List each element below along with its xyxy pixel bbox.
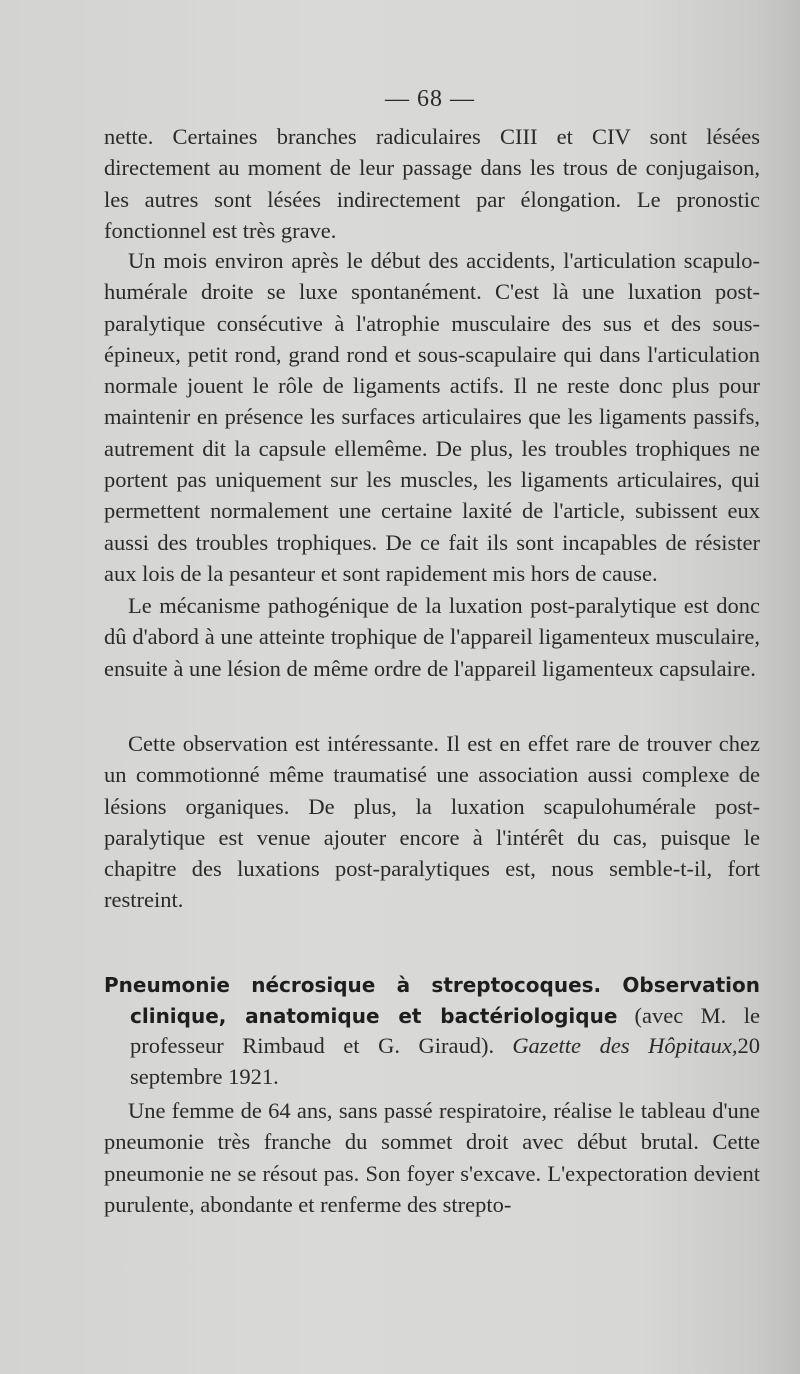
paragraph-1: nette. Certaines branches radiculaires CIII et CIV sont lésées directement au moment de leur passage dans les trous de conjugaison, les autres sont lésées indirectement par élongation. Le pronostic fonctionnel est très grave. [104,124,760,243]
heading-journal: Gazette des Hôpitaux, [512,1033,738,1058]
section-heading [104,970,760,1092]
heading-title: Pneumonie nécrosique à streptocoques. Observation clinique, anatomique et bactériologique [104,973,760,1028]
paragraph-3: Le mécanisme pathogénique de la luxation post-paralytique est donc dû d'abord à une atteinte trophique de l'appareil ligamenteux musculaire, ensuite à une lésion de même ordre de l'appareil ligamenteux capsulaire. [104,593,760,681]
heading-authors: (avec M. le professeur Rimbaud et G. Giraud). [130,1002,761,1058]
heading-date: 20 septembre 1921. [130,1033,761,1089]
page-number: — 68 — [385,86,475,112]
paragraph-4: Cette observation est intéressante. Il est en effet rare de trouver chez un commotionné même traumatisé une association aussi complexe de lésions organiques. De plus, la luxation scapulohumérale post-paralytique est venue ajouter encore à l'intérêt du cas, puisque le chapitre des luxations post-paralytiques est, nous semble-t-il, fort restreint. [104,731,760,913]
paragraph-2: Un mois environ après le début des accidents, l'articulation scapulo-humérale droite se luxe spontanément. C'est là une luxation post-paralytique consécutive à l'atrophie musculaire des sus et des sous-épineux, petit rond, grand rond et sous-scapulaire qui dans l'articulation normale jouent le rôle de ligaments actifs. Il ne reste donc plus pour maintenir en présence les surfaces articulaires que les ligaments passifs, autrement dit la capsule ellemême. De plus, les troubles trophiques ne portent pas uniquement sur les muscles, les ligaments articulaires, qui permettent normalement une certaine laxité de l'article, subissent eux aussi des troubles trophiques. De ce fait ils sont incapables de résister aux lois de la pesanteur et sont rapidement mis hors de cause. [104,248,760,586]
paragraph-5: Une femme de 64 ans, sans passé respiratoire, réalise le tableau d'une pneumonie très franche du sommet droit avec début brutal. Cette pneumonie ne se résout pas. Son foyer s'excave. L'expectoration devient purulente, abondante et renferme des strepto- [104,1098,760,1217]
